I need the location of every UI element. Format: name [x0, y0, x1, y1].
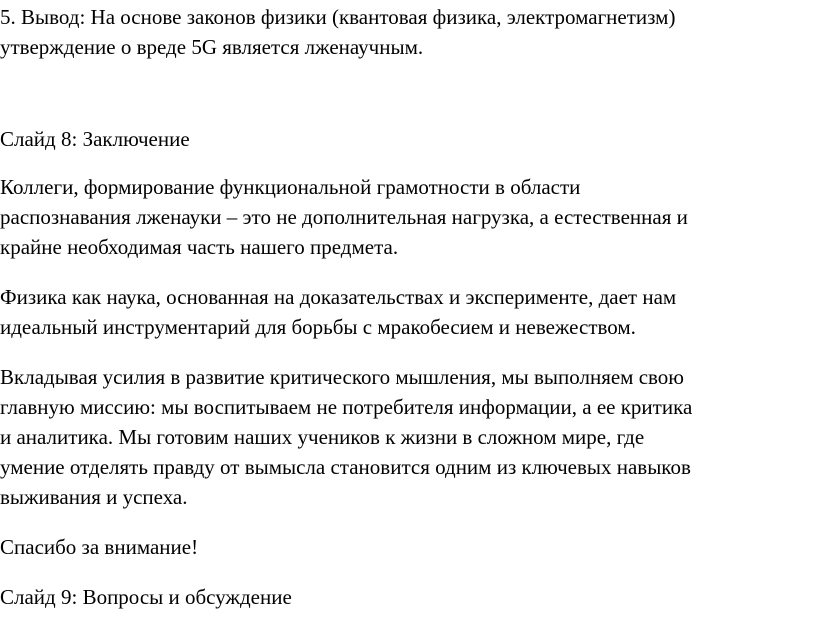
paragraph-3-line-4: умение отделять правду от вымысла становится одним из ключевых навыков: [0, 455, 691, 479]
paragraph-1-line-1: Коллеги, формирование функциональной грамотности в области: [0, 175, 581, 199]
conclusion-line-2: утверждение о вреде 5G является лженаучным.: [0, 35, 424, 59]
slide9-heading: Слайд 9: Вопросы и обсуждение: [0, 585, 292, 609]
paragraph-1-line-2: распознавания лженауки – это не дополнительная нагрузка, а естественная и: [0, 205, 688, 229]
paragraph-3-line-2: главную миссию: мы воспитываем не потребителя информации, а ее критика: [0, 395, 693, 419]
paragraph-2-line-1: Физика как наука, основанная на доказательствах и эксперименте, дает нам: [0, 285, 677, 309]
paragraph-2-line-2: идеальный инструментарий для борьбы с мракобесием и невежеством.: [0, 315, 636, 339]
paragraph-3-line-3: и аналитика. Мы готовим наших учеников к жизни в сложном мире, где: [0, 425, 645, 449]
thanks-text: Спасибо за внимание!: [0, 535, 199, 559]
paragraph-3-line-5: выживания и успеха.: [0, 485, 188, 509]
slide8-heading: Слайд 8: Заключение: [0, 127, 190, 151]
paragraph-3-line-1: Вкладывая усилия в развитие критического мышления, мы выполняем свою: [0, 365, 684, 389]
conclusion-line-1: 5. Вывод: На основе законов физики (квантовая физика, электромагнетизм): [0, 5, 676, 29]
paragraph-1-line-3: крайне необходимая часть нашего предмета.: [0, 235, 399, 259]
